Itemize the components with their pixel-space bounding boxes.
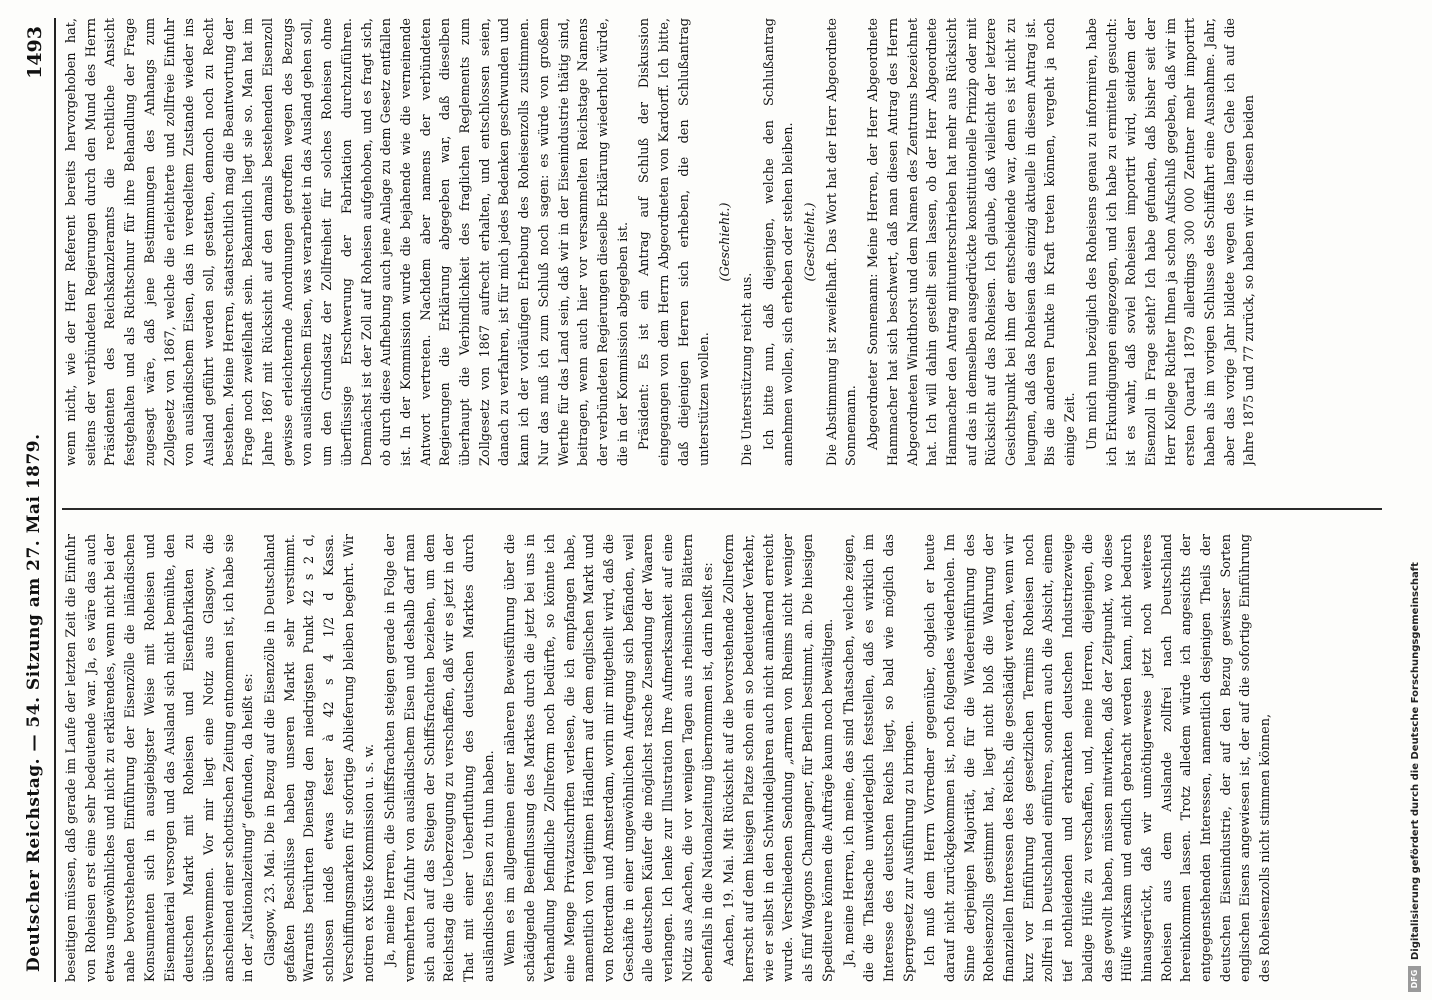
stage-direction: (Geschieht.) — [718, 202, 734, 282]
page-header — [12, 20, 52, 980]
dfg-logo: DFG — [1408, 966, 1421, 992]
page-number: 1493 — [24, 26, 46, 79]
stage-direction: (Geschieht.) — [803, 202, 819, 282]
paragraph: Ja, meine Herren, die Schiffsfrachten steigen gerade in Folge der vermehrten Zufuhr von ausländischem Eisen und deshalb darf man sich auch auf das Steigen der Schiffsfrachten beziehen, um dem Reichstag die Ueberzeugung zu verschaffen, daß wir es jetzt in der That mit einer Ueberfluthung des deutschen Marktes durch ausländisches Eisen zu thun haben. — [383, 534, 497, 982]
paragraph: Ich bitte nun, daß diejenigen, welche den Schlußantrag annehmen wollen, sich erheben oder stehen bleiben. — [761, 18, 797, 466]
column-divider — [62, 508, 1382, 510]
paragraph: wenn nicht, wie der Herr Referent bereits hervorgehoben hat, seitens der verbündeten Regierungen durch den Mund des Herrn Präsidenten des Reichskanzleramts die rechtliche Ansicht festgehalten und als Richtschnur für ihre Behandlung der Frage zugesagt wäre, daß jene Bestimmungen des Anhangs zum Zollgesetz von 1867, welche die erleichterte und zollfreie Einfuhr von ausländischem Eisen, das in veredeltem Zustande wieder ins Ausland geführt werden soll, gestatten, dennoch noch zu Recht bestehen. Meine Herren, staatsrechtlich mag die Beantwortung der Frage noch zweifelhaft sein. Bekanntlich liegt sie so. Man hat im Jahre 1867 mit Rücksicht auf den damals bestehenden Eisenzoll gewisse erleichternde Anordnungen getroffen wegen des Bezugs von ausländischem Eisen, was verarbeitet in das Ausland gehen soll, um den Grundsatz der Zollfreiheit für solches Roheisen ohne überflüssige Erschwerung der Fabrikation durchzuführen. Demnächst ist der Zoll auf Roheisen aufgehoben, und es fragt sich, ob durch diese Aufhebung auch jene Anlage zu dem Gesetz entfallen ist. In der Kommission wurde die bejahende wie die verneinende Antwort vertreten. Nachdem aber namens der verbündeten Regierungen die Erklärung abgegeben war, daß dieselben überhaupt die Verbindlichkeit des fraglichen Reglements zum Zollgesetz von 1867 aufrecht erhalten, und entschlossen seien, danach zu verfahren, ist für mich jedes Bedenken geschwunden und kann ich der vorläufigen Erhebung des Roheisenzolls zustimmen. Nur das muß ich zum Schluß noch sagen: es würde von großem Werthe für das Land sein, daß wir in der Eisenindustrie thätig sind, beitragen, wenn auch hier vor versammelten Reichstage Namens der verbündeten Regierungen dieselbe Erklärung wiederholt würde, die in der Kommission abgegeben ist. — [64, 18, 631, 466]
paragraph: Abgeordneter Sonnemann: Meine Herren, der Herr Abgeordnete Hammacher hat sich beschwert, daß man diesen Antrag des Herrn Abgeordneten Windthorst und dem Namen des Zentrums bezeichnet hat. Ich will dahin gestellt sein lassen, ob der Herr Abgeordnete Hammacher den Antrag mitunterschrieben hat mehr aus Rücksicht auf das in demselben ausgedrückte konstitutionelle Prinzip oder mit Rücksicht auf das Roheisen. Ich glaube, daß vielleicht der letztere Gesichtspunkt bei ihm der entscheidende war, denn es ist nicht zu leugnen, daß das Roheisen das einzig aktuelle in diesem Antrag ist. Bis die anderen Punkte in Kraft treten können, vergeht ja noch einige Zeit. — [866, 18, 1079, 466]
paragraph: Wenn es im allgemeinen einer näheren Beweisführung über die schädigende Beeinflussung des Marktes durch die jetzt bei uns in Verhandlung befindliche Zollreform noch bedürfte, so könnte ich eine Menge Privatzuschriften verlesen, die ich empfangen habe, namentlich von legitimen Händlern auf dem englischen Markt und von Rotterdam und Amsterdam, worin mir mitgetheilt wird, daß die Geschäfte in einer ungewöhnlichen Aufregung sich befänden, weil alle deutschen Käufer die möglichst rasche Zusendung der Waaren verlangen. Ich lenke zur Illustration Ihre Aufmerksamkeit auf eine Notiz aus Aachen, die vor wenigen Tagen aus rheinischen Blättern ebenfalls in die Nationalzeitung übernommen ist, darin heißt es: — [503, 534, 716, 982]
digitization-note: Digitalisierung gefördert durch die Deutsche Forschungsgemeinschaft — [1410, 562, 1421, 960]
left-column — [62, 534, 1312, 982]
paragraph: Ich muß dem Herrn Vorredner gegenüber, obgleich er heute darauf nicht zurückgekommen ist, noch folgendes wiederholen. Im Sinne derjenigen Majorität, die für die Wiedereinführung des Roheisenzolls gestimmt hat, liegt nicht bloß die Wahrung der finanziellen Interessen des Reichs, die geschädigt werden, wenn wir kurz vor Einführung des gesetzlichen Termins Roheisen noch zollfrei in Deutschland einführen, sondern auch die Absicht, einem tief nothleidenden und erkrankten deutschen Industriezweige baldige Hülfe zu verschaffen, und, meine Herren, diejenigen, die das gewollt haben, müssen mitwirken, daß der Zeitpunkt, wo diese Hülfe wirksam und endlich gebracht werden kann, nicht bedurch hinausgerückt, daß wir unnöthigerweise jetzt noch weiteres Roheisen aus dem Auslande zollfrei nach Deutschland hereinkommen lassen. Trotz alledem würde ich angesichts der entgegenstehenden Interessen, namentlich desjenigen Theils der deutschen Eisenindustrie, der auf den Bezug gewisser Sorten englischen Eisens angewiesen ist, der auf die sofortige Einführung des Roheisenzolls nicht stimmen können, — [923, 534, 1274, 982]
paragraph: Ja, meine Herren, ich meine, das sind Thatsachen, welche zeigen, die die Thatsache unwiderleglich feststellen, daß es wirklich im Interesse des deutschen Reichs liegt, so bald wie möglich das Sperrgesetz zur Ausführung zu bringen. — [842, 534, 917, 982]
quoted-notice: Glasgow, 23. Mai. Die in Bezug auf die Eisenzölle in Deutschland gefaßten Beschlüsse haben unseren Markt sehr verstimmt. Warrants berührten Dienstag den niedrigsten Punkt 42 s 2 d, schlossen indeß etwas fester à 42 s 4 1/2 d Kassa. Verschiffungsmarken für sofortige Ablieferung bleiben begehrt. Wir notiren ex Küste Kommission u. s. w. — [263, 534, 377, 982]
paragraph: Präsident: Es ist ein Antrag auf Schluß der Diskussion eingegangen von dem Herrn Abgeordneten von Kardorff. Ich bitte, daß diejenigen Herren sich erheben, die den Schlußantrag unterstützen wollen. — [637, 18, 712, 466]
paragraph: Die Abstimmung ist zweifelhaft. Das Wort hat der Herr Abgeordnete Sonnemann. — [824, 18, 860, 466]
paragraph: beseitigen müssen, daß gerade im Laufe der letzten Zeit die Einfuhr von Roheisen erst eine sehr bedeutende war. Ja, es wäre das auch etwas ungewöhnliches und nicht zu erklärendes, wenn nicht bei der nahe bevorstehenden Einführung der Eisenzölle die inländischen Konsumenten sich in ausgiebigster Weise mit Roheisen und Eisenmaterial versorgen und das Ausland sich nicht bemühte, den deutschen Markt mit Roheisen und Eisenfabrikaten zu überschwemmen. Vor mir liegt eine Notiz aus Glasgow, die anscheinend einer schottischen Zeitung entnommen ist, ich habe sie in der „Nationalzeitung“ gefunden, da heißt es: — [64, 534, 257, 982]
header-rule — [54, 18, 56, 982]
quoted-notice: Aachen, 19. Mai. Mit Rücksicht auf die bevorstehende Zollreform herrscht auf dem hiesigen Platze schon ein so bedeutender Verkehr, wie er selbst in den Schwindeljahren auch nicht annähernd erreicht wurde. Verschiedenen Sendung „armen von Rheims nicht weniger als fünf Waggons Champagner, für Berlin bestimmt, an. Die hiesigen Spediteure können die Aufträge kaum noch bewältigen. — [722, 534, 836, 982]
right-column — [62, 18, 1312, 466]
paragraph: Um mich nun bezüglich des Roheisens genau zu informiren, habe ich Erkundigungen eingezogen, und ich habe zu ermitteln gesucht: ist es wahr, daß soviel Roheisen importirt wird, seitdem der Eisenzoll in Frage steht? Ich habe gefunden, daß bisher seit der Herr Kollege Richter Ihnen ja schon Aufschluß gegeben, daß wir im ersten Quartal 1879 allerdings 300 000 Zentner mehr importirt haben als im vorigen Schlusse des Schiffahrt eine Ausnahme. Jahr, aber das vorige Jahr bildete wegen des langen Gehe ich auf die Jahre 1875 und 77 zurück, so haben wir in diesen beiden — [1084, 18, 1258, 466]
running-head: Deutscher Reichstag. — 54. Sitzung am 27. Mai 1879. — [24, 433, 44, 972]
paragraph: Die Unterstützung reicht aus. — [739, 272, 755, 466]
